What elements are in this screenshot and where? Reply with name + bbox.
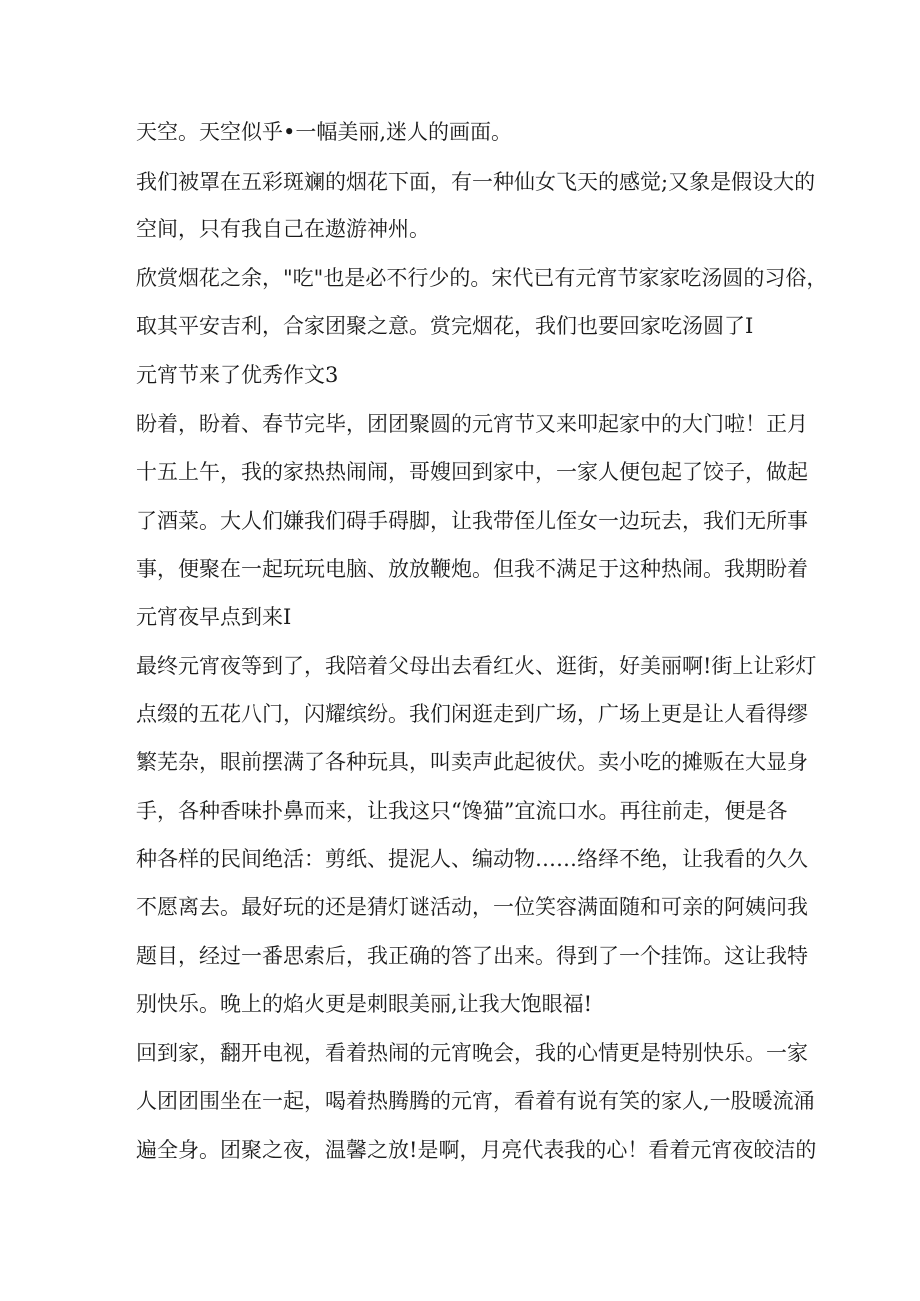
text-line: 最终元宵夜等到了，我陪着父母出去看红火、逛街，好美丽啊!街上让彩灯	[136, 654, 817, 678]
text-line: 元宵夜早点到来I	[136, 605, 292, 629]
text-line: 欣赏烟花之余，"吃"也是必不行少的。宋代已有元宵节家家吃汤圆的习俗，	[136, 266, 828, 290]
text-line: 盼着，盼着、春节完毕，团团聚圆的元宵节又来叩起家中的大门啦！正月	[136, 412, 808, 436]
text-line: 空间，只有我自己在遨游神州。	[136, 217, 430, 241]
text-line: 十五上午，我的家热热闹闹，哥嫂回到家中，一家人便包起了饺子，做起	[136, 460, 808, 484]
text-line: 了酒菜。大人们嫌我们碍手碍脚，让我带侄儿侄女一边玩去，我们无所事	[136, 509, 808, 533]
text-line: 种各样的民间绝活：剪纸、提泥人、编动物……络绎不绝，让我看的久久	[136, 847, 808, 871]
text-line: 繁芜杂，眼前摆满了各种玩具，叫卖声此起彼伏。卖小吃的摊贩在大显身	[136, 750, 808, 774]
text-line: 人团团围坐在一起，喝着热腾腾的元宵，看着有说有笑的家人,一股暖流涌	[136, 1089, 815, 1113]
text-line: 手，各种香味扑鼻而来，让我这只“馋猫”宜流口水。再往前走，便是各	[136, 799, 788, 823]
text-line: 事，便聚在一起玩玩电脑、放放鞭炮。但我不满足于这种热闹。我期盼着	[136, 557, 808, 581]
text-line: 遍全身。团聚之夜，温馨之放!是啊，月亮代表我的心！看着元宵夜皎洁的	[136, 1138, 817, 1162]
section-heading: 元宵节来了优秀作文3	[136, 363, 339, 387]
text-line: 回到家，翻开电视，看着热闹的元宵晚会，我的心情更是特别快乐。一家	[136, 1041, 808, 1065]
text-line: 取其平安吉利，合家团聚之意。赏完烟花，我们也要回家吃汤圆了I	[136, 314, 754, 338]
text-line: 不愿离去。最好玩的还是猜灯谜活动，一位笑容满面随和可亲的阿姨问我	[136, 895, 808, 919]
text-line: 别快乐。晚上的焰火更是刺眼美丽,让我大饱眼福!	[136, 992, 593, 1016]
text-line: 天空。天空似乎•一幅美丽,迷人的画面。	[136, 120, 513, 144]
text-line: 点缀的五花八门，闪耀缤纷。我们闲逛走到广场，广场上更是让人看得缪	[136, 702, 808, 726]
text-line: 题目，经过一番思索后，我正确的答了出来。得到了一个挂饰。这让我特	[136, 944, 808, 968]
text-line: 我们被罩在五彩斑斓的烟花下面，有一种仙女飞天的感觉;又象是假设大的	[136, 170, 816, 194]
